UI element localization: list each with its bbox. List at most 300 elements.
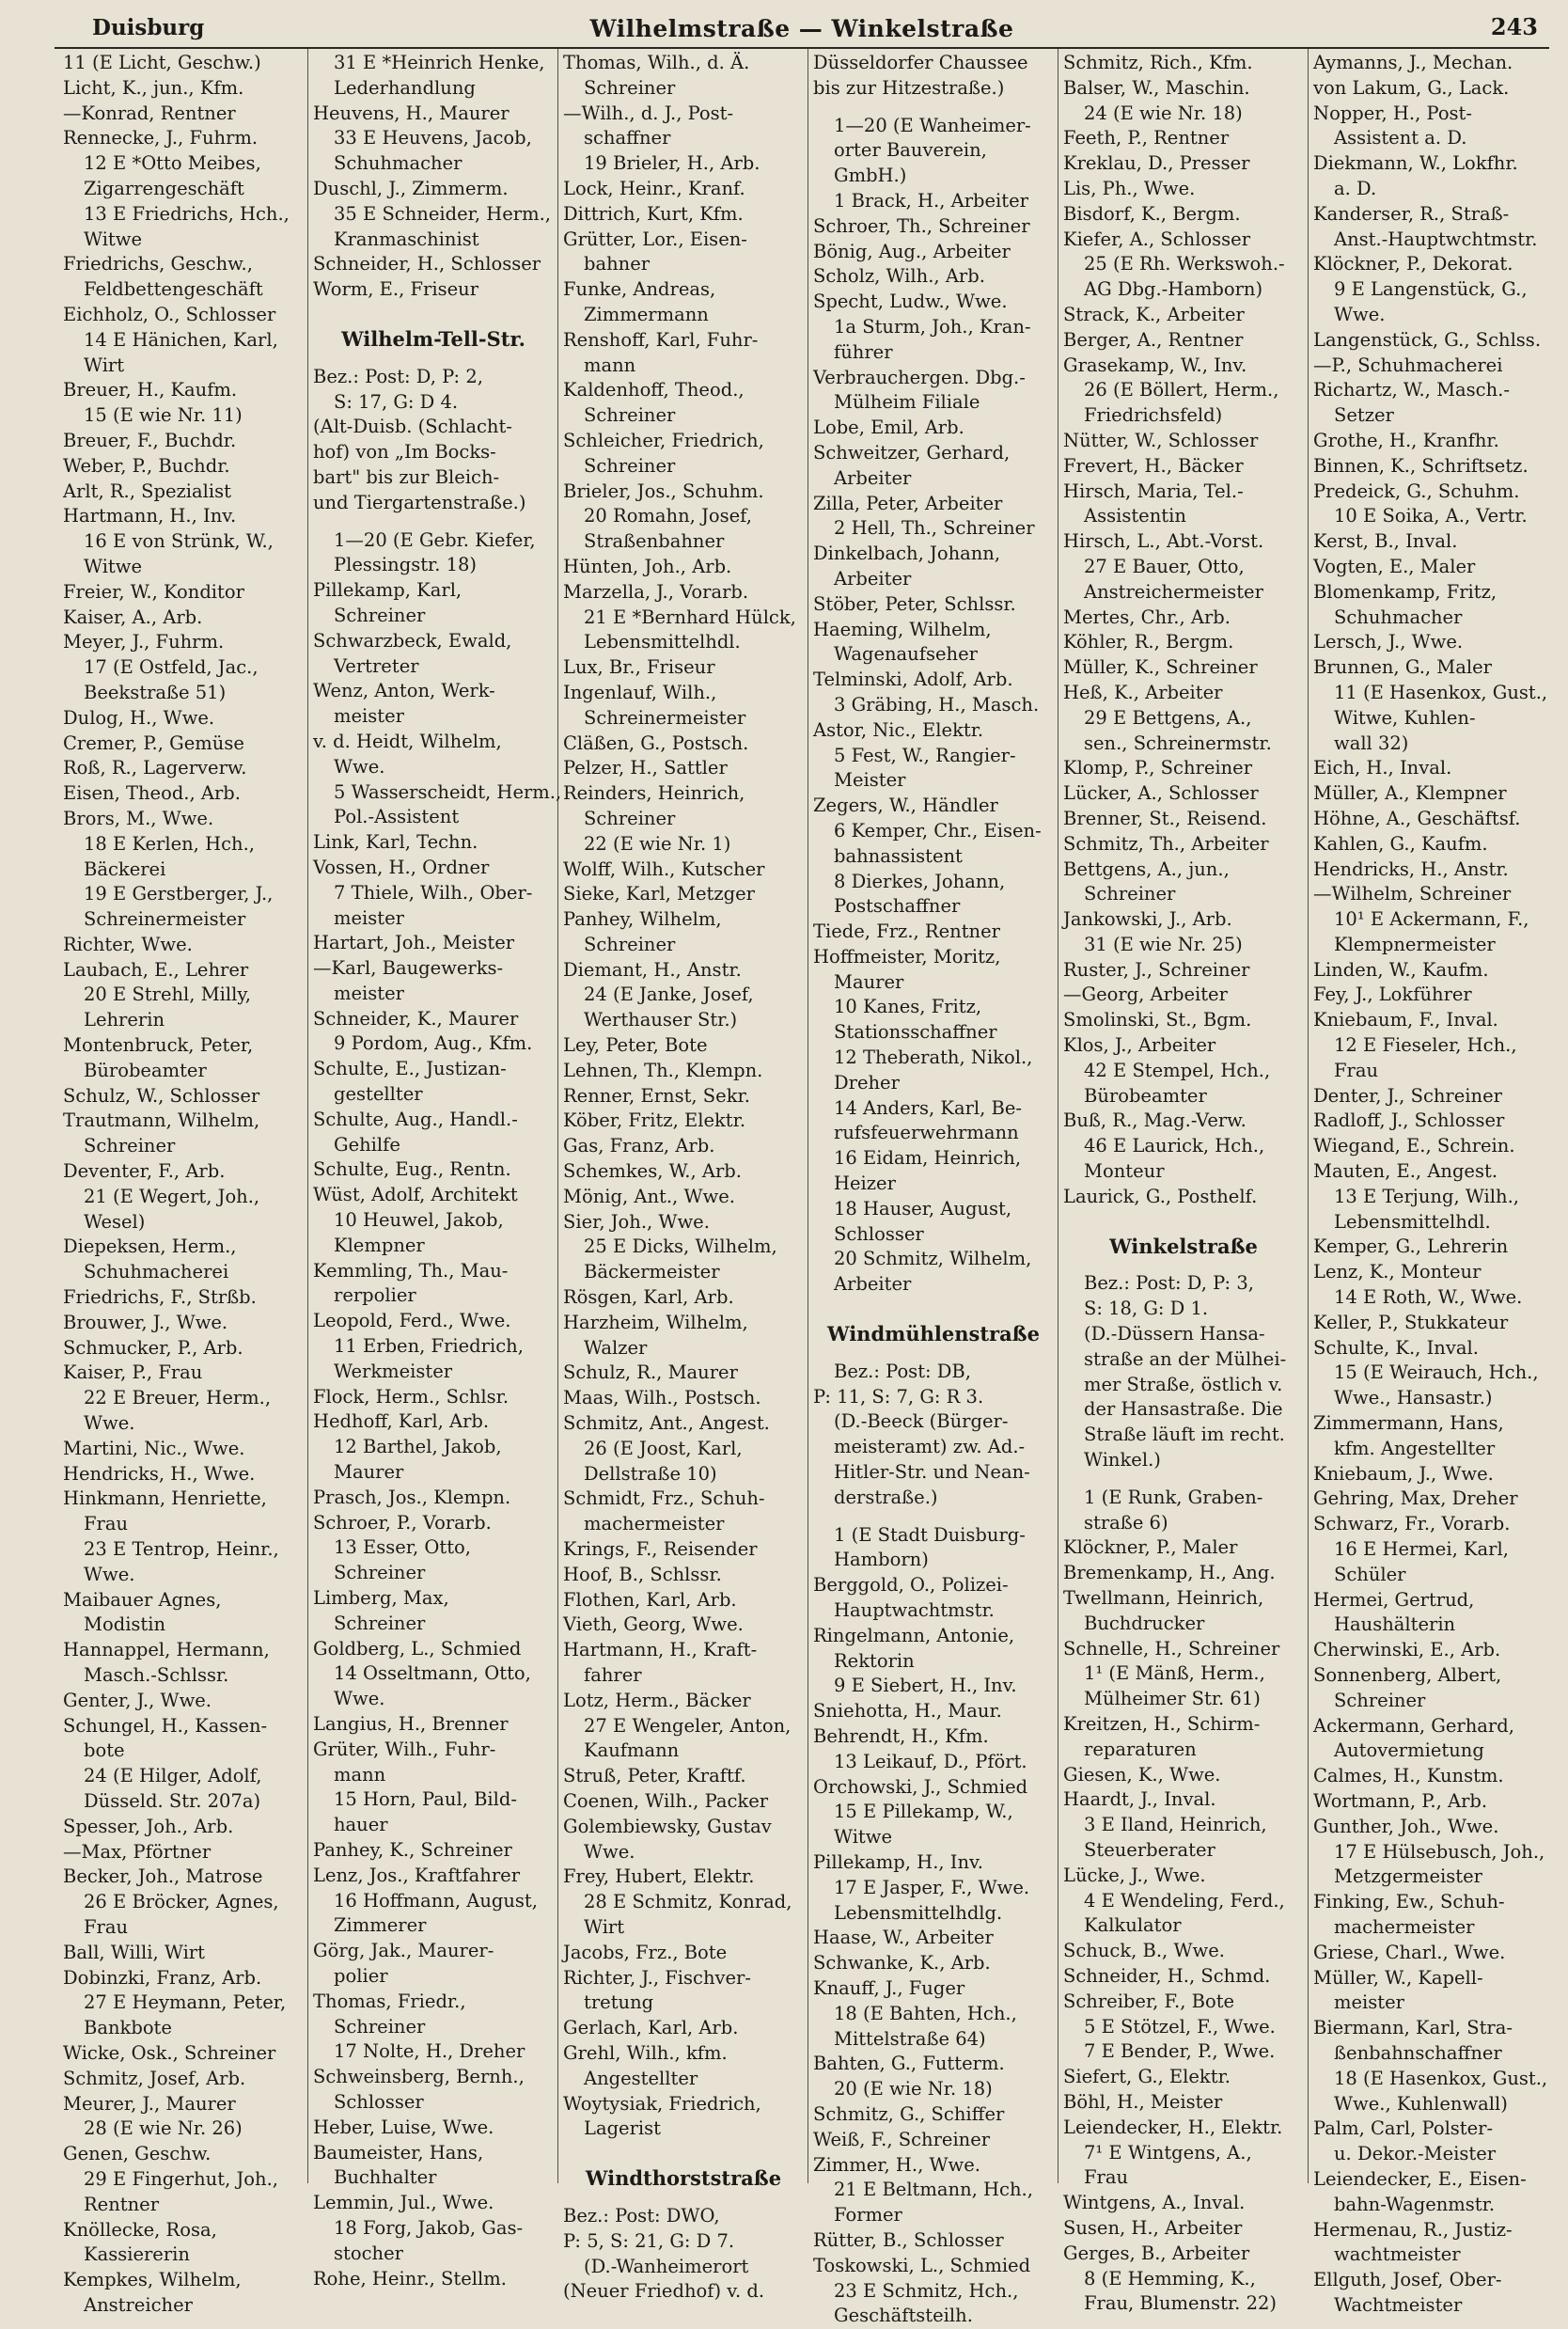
directory-entry-line: 13 E Terjung, Wilh., [1334, 1185, 1519, 1207]
directory-entry-line: Klöckner, P., Maler [1063, 1536, 1238, 1559]
directory-entry-line: Gerges, B., Arbeiter [1063, 2242, 1250, 2264]
directory-entry-line: Bankbote [84, 2017, 172, 2039]
directory-entry-line: Frau [84, 1513, 129, 1535]
directory-entry-line: 1 (E Stadt Duisburg- [834, 1523, 1026, 1546]
directory-entry-line: Schulte, Eug., Rentn. [313, 1158, 511, 1181]
directory-entry-line: Palm, Carl, Polster- [1313, 2117, 1494, 2140]
page-number: 243 [1490, 13, 1538, 40]
directory-entry-line: Zegers, W., Händler [813, 795, 998, 817]
directory-entry-line: —Max, Pförtner [63, 1840, 212, 1863]
directory-entry-line: 16 E von Strünk, W., [84, 530, 274, 553]
directory-entry-line: bahner [584, 253, 651, 275]
page-header [55, 6, 1549, 49]
directory-entry-line: Kanderser, R., Straß- [1313, 202, 1510, 225]
directory-entry-line: Ingenlauf, Wilh., [563, 681, 717, 703]
directory-entry-line: Wwe. [334, 1688, 385, 1710]
directory-entry-line: Reinders, Heinrich, [563, 782, 745, 805]
directory-entry-line: Lock, Heinr., Kranf. [563, 177, 745, 199]
directory-entry-line: Hannappel, Hermann, [63, 1639, 270, 1661]
directory-entry-line: Cremer, P., Gemüse [63, 732, 244, 754]
street-heading: Windthorststraße [585, 2166, 782, 2191]
directory-entry-line: Behrendt, H., Kfm. [813, 1725, 989, 1747]
directory-entry-line: Frevert, H., Bäcker [1063, 454, 1244, 477]
directory-entry-line: Coenen, Wilh., Packer [563, 1789, 769, 1812]
directory-entry-line: 29 E Bettgens, A., [1084, 706, 1252, 729]
directory-entry-line: Griese, Charl., Wwe. [1313, 1941, 1506, 1963]
directory-entry-line: Pillekamp, Karl, [313, 579, 463, 602]
directory-entry-line: 42 E Stempel, Hch., [1084, 1059, 1271, 1081]
directory-entry-line: mann [584, 354, 636, 376]
directory-entry-line: 12 Theberath, Nikol., [834, 1046, 1033, 1069]
directory-entry-line: Diemant, H., Anstr. [563, 958, 742, 981]
directory-entry-line: Lebensmittelhdlg. [834, 1901, 1003, 1924]
directory-entry-line: Fey, J., Lokführer [1313, 984, 1472, 1006]
directory-entry-line: Meurer, J., Maurer [63, 2092, 236, 2115]
directory-entry-line: Hartmann, H., Kraft- [563, 1639, 758, 1661]
directory-entry-line: Brenner, St., Reisend. [1063, 807, 1267, 829]
directory-entry-line: Bremenkamp, H., Ang. [1063, 1562, 1276, 1584]
spacer [563, 2154, 804, 2166]
directory-entry-line: Sonnenberg, Albert, [1313, 1664, 1502, 1686]
directory-entry-line: Schreiner [1084, 883, 1176, 905]
directory-entry-line: Baumeister, Hans, [313, 2141, 484, 2164]
directory-entry-line: Dulog, H., Wwe. [63, 706, 215, 729]
directory-entry-line: Schreiner [334, 1562, 426, 1584]
directory-entry-line: Renshoff, Karl, Fuhr- [563, 328, 759, 351]
directory-entry-line: meister [334, 982, 404, 1004]
directory-entry-line: Anstreicher [84, 2293, 193, 2316]
directory-entry-line: 13 Esser, Otto, [334, 1536, 471, 1559]
directory-entry-line: Setzer [1334, 404, 1394, 427]
directory-entry-line: Pol.-Assistent [334, 806, 460, 828]
directory-entry-line: straße 6) [1084, 1511, 1168, 1534]
directory-entry-line: Roß, R., Lagerverw. [63, 757, 247, 779]
directory-entry-line: 11 (E Hasenkox, Gust., [1334, 681, 1548, 703]
directory-entry-line: Bez.: Post: D, P: 2, [313, 365, 483, 387]
directory-entry-line: Wirt [84, 354, 125, 376]
directory-entry-line: Woytysiak, Friedrich, [563, 2092, 761, 2115]
directory-entry-line: 17 E Jasper, F., Wwe. [834, 1876, 1030, 1898]
directory-entry-line: Schroer, P., Vorarb. [313, 1511, 492, 1534]
directory-entry-line: Haase, W., Arbeiter [813, 1927, 994, 1949]
directory-entry-line: Witwe, Kuhlen- [1334, 706, 1476, 729]
directory-entry-line: Ackermann, Gerhard, [1313, 1714, 1514, 1737]
directory-entry-line: Grehl, Wilh., kfm. [563, 2041, 728, 2064]
directory-entry-line: —Georg, Arbeiter [1063, 984, 1228, 1006]
spacer [813, 1310, 1054, 1322]
directory-entry-line: Buchdrucker [1084, 1612, 1205, 1634]
directory-entry-line: Kemmling, Th., Mau- [313, 1259, 509, 1282]
directory-entry-line: Worm, E., Friseur [313, 278, 479, 301]
directory-entry-line: Frau [1334, 1059, 1379, 1081]
spacer [813, 1347, 1054, 1360]
directory-entry-line: gestellter [334, 1083, 423, 1106]
directory-entry-line: S: 18, G: D 1. [1084, 1298, 1209, 1320]
directory-entry-line: Montenbruck, Peter, [63, 1034, 254, 1057]
directory-entry-line: Rektorin [834, 1649, 915, 1672]
directory-entry-line: Brieler, Jos., Schuhm. [563, 480, 764, 502]
directory-entry-line: 28 E Schmitz, Konrad, [584, 1891, 792, 1913]
directory-entry-line: Schungel, H., Kassen- [63, 1714, 268, 1737]
directory-entry-line: Anst.-Hauptwchtmstr. [1334, 228, 1538, 250]
directory-entry-line: Leiendecker, H., Elektr. [1063, 2116, 1283, 2138]
directory-entry-line: Hermei, Gertrud, [1313, 1588, 1475, 1611]
directory-entry-line: Ellguth, Josef, Ober- [1313, 2269, 1502, 2291]
directory-entry-line: 25 E Dicks, Wilhelm, [584, 1235, 777, 1258]
directory-entry-line: 9 E Siebert, H., Inv. [834, 1675, 1017, 1697]
directory-entry-line: Schneider, K., Maurer [313, 1007, 519, 1030]
directory-entry-line: 18 (E Hasenkox, Gust., [1334, 2067, 1548, 2089]
directory-entry-line: Schlosser [834, 1222, 924, 1245]
directory-entry-line: Heber, Luise, Wwe. [313, 2116, 494, 2138]
directory-entry-line: 19 Brieler, H., Arb. [584, 152, 760, 175]
directory-entry-line: Bäckerei [84, 858, 166, 880]
directory-entry-line: Maibauer Agnes, [63, 1588, 222, 1611]
directory-entry-line: Prasch, Jos., Klempn. [313, 1486, 511, 1508]
directory-entry-line: Gehring, Max, Dreher [1313, 1487, 1518, 1510]
directory-entry-line: (D.-Düssern Hansa- [1084, 1323, 1265, 1345]
directory-entry-line: Binnen, K., Schriftsetz. [1313, 454, 1529, 477]
directory-entry-line: Maurer [834, 970, 904, 993]
directory-entry-line: Hitler-Str. und Nean- [834, 1461, 1030, 1484]
directory-entry-line: 25 (E Rh. Werkswoh.- [1084, 253, 1285, 275]
directory-entry-line: 21 E Beltmann, Hch., [834, 2179, 1033, 2201]
directory-column [1309, 49, 1559, 2316]
directory-entry-line: Flothen, Karl, Arb. [563, 1588, 737, 1611]
directory-entry-line: 22 E Breuer, Herm., [84, 1387, 272, 1409]
directory-entry-line: Müller, W., Kapell- [1313, 1966, 1483, 1989]
directory-entry-line: schaffner [584, 127, 671, 149]
directory-entry-line: Zimmermann [584, 303, 709, 325]
directory-entry-line: Wortmann, P., Arb. [1313, 1789, 1488, 1812]
directory-entry-line: Schemkes, W., Arb. [563, 1160, 742, 1183]
directory-entry-line: 23 E Tentrop, Heinr., [84, 1538, 279, 1561]
directory-entry-line: 1 (E Runk, Graben- [1084, 1486, 1263, 1508]
directory-entry-line: Maurer [334, 1461, 404, 1484]
directory-entry-line: straße an der Mülhei- [1084, 1347, 1287, 1370]
directory-entry-line: Haushälterin [1334, 1613, 1456, 1636]
directory-entry-line: Vertreter [334, 654, 419, 677]
directory-entry-line: bis zur Hitzestraße.) [813, 76, 1005, 99]
directory-entry-line: Siefert, G., Elektr. [1063, 2066, 1231, 2088]
directory-entry-line: Telminski, Adolf, Arb. [813, 669, 1013, 691]
directory-entry-line: Plessingstr. 18) [334, 554, 478, 576]
directory-entry-line: Gas, Franz, Arb. [563, 1135, 715, 1157]
directory-entry-line: Sieke, Karl, Metzger [563, 883, 755, 905]
directory-entry-line: Wwe. [84, 1412, 135, 1435]
directory-entry-line: Keller, P., Stukkateur [1313, 1311, 1509, 1333]
directory-entry-line: Smolinski, St., Bgm. [1063, 1009, 1252, 1031]
directory-entry-line: Schneider, H., Schlosser [313, 253, 541, 275]
directory-entry-line: Kemper, G., Lehrerin [1313, 1235, 1509, 1258]
directory-entry-line: Schmitz, G., Schiffer [813, 2102, 1005, 2125]
directory-entry-line: Lemmin, Jul., Wwe. [313, 2192, 494, 2214]
directory-entry-line: Laurick, G., Posthelf. [1063, 1185, 1258, 1207]
directory-entry-line: Hünten, Joh., Arb. [563, 555, 732, 577]
directory-entry-line: Bez.: Post: DWO, [563, 2204, 720, 2227]
directory-entry-line: orter Bauverein, [834, 139, 987, 162]
directory-entry-line: 13 E Friedrichs, Hch., [84, 202, 290, 225]
directory-entry-line: Pelzer, H., Sattler [563, 757, 728, 779]
directory-entry-line: 14 E Hänichen, Karl, [84, 328, 278, 351]
spacer [313, 315, 554, 327]
directory-entry-line: Bürobeamter [1084, 1084, 1207, 1107]
directory-entry-line: Hendricks, H., Wwe. [63, 1462, 256, 1485]
directory-entry-line: Hendricks, H., Anstr. [1313, 858, 1509, 880]
directory-entry-line: 1a Sturm, Joh., Kran- [834, 315, 1031, 338]
directory-entry-line: Schulte, Aug., Handl.- [313, 1108, 518, 1130]
directory-entry-line: Lehnen, Th., Klempn. [563, 1059, 763, 1081]
directory-column [558, 49, 808, 2303]
directory-entry-line: Berggold, O., Polizei- [813, 1574, 1009, 1597]
directory-entry-line: Hirsch, Maria, Tel.- [1063, 480, 1244, 502]
directory-entry-line: Schreiner [84, 1135, 176, 1157]
directory-entry-line: Feeth, P., Rentner [1063, 127, 1230, 149]
directory-entry-line: Denter, J., Schreiner [1313, 1084, 1502, 1107]
directory-entry-line: 12 E *Otto Meibes, [84, 152, 261, 175]
directory-entry-line: Meister [834, 769, 906, 792]
directory-entry-line: Frau [1084, 2166, 1129, 2189]
directory-entry-line: stocher [334, 2242, 403, 2264]
directory-entry-line: Kiefer, A., Schlosser [1063, 228, 1251, 250]
directory-entry-line: Arbeiter [834, 1273, 912, 1296]
directory-entry-line: Wwe. [584, 1840, 635, 1863]
directory-entry-line: Panhey, Wilhelm, [563, 908, 722, 931]
directory-entry-line: Hauptwachtmstr. [834, 1599, 995, 1622]
directory-entry-line: 16 Hoffmann, August, [334, 1889, 538, 1912]
directory-entry-line: Ball, Willi, Wirt [63, 1941, 205, 1963]
directory-entry-line: Wirt [584, 1915, 625, 1938]
directory-entry-line: Schreiner [584, 807, 676, 829]
directory-entry-line: derstraße.) [834, 1486, 938, 1508]
directory-entry-line: der Hansastraße. Die [1084, 1398, 1283, 1421]
directory-entry-line: Wachtmeister [1334, 2293, 1463, 2316]
directory-entry-line: Schmitz, Ant., Angest. [563, 1412, 770, 1435]
directory-entry-line: Köhler, R., Bergm. [1063, 631, 1234, 653]
directory-entry-line: Weber, P., Buchdr. [63, 454, 230, 477]
directory-column [808, 49, 1058, 2327]
directory-entry-line: Tiede, Frz., Rentner [813, 921, 1000, 943]
directory-entry-line: 26 E Bröcker, Agnes, [84, 1891, 279, 1913]
directory-entry-line: Rennecke, J., Fuhrm. [63, 127, 259, 149]
directory-entry-line: Kalkulator [1084, 1914, 1182, 1937]
directory-entry-line: Monteur [1084, 1160, 1165, 1183]
directory-entry-line: 31 E *Heinrich Henke, [334, 52, 545, 73]
directory-entry-line: Winkel.) [1084, 1449, 1161, 1471]
directory-entry-line: Bettgens, A., jun., [1063, 858, 1230, 880]
directory-entry-line: Predeick, G., Schuhm. [1313, 480, 1520, 502]
directory-entry-line: Wicke, Osk., Schreiner [63, 2041, 276, 2064]
directory-entry-line: Schulz, R., Maurer [563, 1361, 738, 1384]
directory-entry-line: 27 E Wengeler, Anton, [584, 1714, 792, 1737]
directory-entry-line: Zimmermann, Hans, [1313, 1412, 1504, 1435]
directory-entry-line: Weiß, F., Schreiner [813, 2128, 991, 2150]
directory-entry-line: Duschl, J., Zimmerm. [313, 177, 509, 199]
directory-entry-line: Schweitzer, Gerhard, [813, 441, 1011, 464]
directory-entry-line: 35 E Schneider, Herm., [334, 202, 551, 225]
directory-entry-line: von Lakum, G., Lack. [1313, 76, 1510, 99]
directory-entry-line: Hinkmann, Henriette, [63, 1487, 267, 1510]
directory-entry-line: Klöckner, P., Dekorat. [1313, 253, 1513, 275]
directory-entry-line: Kaiser, P., Frau [63, 1361, 203, 1384]
directory-entry-line: Hartmann, H., Inv. [63, 505, 237, 527]
directory-entry-line: Schwarz, Fr., Vorarb. [1313, 1513, 1511, 1535]
directory-entry-line: Schnelle, H., Schreiner [1063, 1637, 1280, 1660]
directory-entry-line: Hoffmeister, Moritz, [813, 945, 1001, 968]
directory-entry-line: Schulz, W., Schlosser [63, 1084, 260, 1107]
directory-entry-line: Frau [84, 1915, 129, 1938]
directory-entry-line: P: 11, S: 7, G: R 3. [813, 1385, 984, 1408]
directory-entry-line: Deventer, F., Arb. [63, 1160, 226, 1183]
directory-entry-line: Lis, Ph., Wwe. [1063, 177, 1196, 199]
directory-entry-line: Schuhmacherei [84, 1261, 229, 1283]
directory-entry-line: Vogten, E., Maler [1313, 555, 1476, 577]
directory-entry-line: Eisen, Theod., Arb. [63, 782, 241, 805]
directory-entry-line: 5 Wasserscheidt, Herm., [334, 780, 562, 803]
directory-entry-line: Bez.: Post: D, P: 3, [1084, 1272, 1254, 1295]
directory-entry-line: Specht, Ludw., Wwe. [813, 291, 1008, 313]
directory-entry-line: machermeister [1334, 1915, 1475, 1938]
directory-entry-line: Gehilfe [334, 1133, 400, 1156]
directory-entry-line: Steuerberater [1084, 1838, 1215, 1861]
directory-entry-line: Haeming, Wilhelm, [813, 618, 992, 640]
directory-entry-line: Walzer [584, 1336, 648, 1359]
directory-entry-line: Schleicher, Friedrich, [563, 429, 764, 451]
directory-entry-line: Schwanke, K., Arb. [813, 1952, 991, 1975]
directory-entry-line: Schuhmacher [1334, 606, 1463, 628]
directory-entry-line: Kempkes, Wilhelm, [63, 2269, 242, 2291]
directory-entry-line: Richter, J., Fischver- [563, 1966, 751, 1989]
directory-entry-line: Assistent a. D. [1334, 127, 1467, 149]
directory-entry-line: Lotz, Herm., Bäcker [563, 1689, 751, 1711]
directory-entry-line: Frey, Hubert, Elektr. [563, 1865, 755, 1888]
directory-entry-line: Lücker, A., Schlosser [1063, 782, 1259, 805]
directory-entry-line: Eichholz, O., Schlosser [63, 303, 276, 325]
directory-entry-line: Lenz, Jos., Kraftfahrer [313, 1864, 521, 1886]
directory-entry-line: und Tiergartenstraße.) [313, 491, 526, 513]
directory-entry-line: Richter, Wwe. [63, 933, 193, 955]
directory-entry-line: (Alt-Duisb. (Schlacht- [313, 416, 512, 438]
directory-entry-line: bote [84, 1739, 125, 1762]
directory-entry-line: Nütter, W., Schlosser [1063, 429, 1259, 451]
directory-entry-line: Zigarrengeschäft [84, 177, 244, 199]
directory-entry-line: —Konrad, Rentner [63, 102, 236, 124]
directory-entry-line: 3 E Iland, Heinrich, [1084, 1814, 1267, 1836]
directory-entry-line: 14 Anders, Karl, Be- [834, 1096, 1023, 1119]
directory-entry-line: Linden, W., Kaufm. [1313, 958, 1489, 981]
directory-entry-line: Bisdorf, K., Bergm. [1063, 202, 1241, 225]
directory-entry-line: Schmitz, Rich., Kfm. [1063, 52, 1253, 73]
directory-entry-line: Schreiner [584, 454, 676, 477]
directory-entry-line: S: 17, G: D 4. [334, 390, 459, 413]
directory-entry-line: Nopper, H., Post- [1313, 102, 1472, 124]
directory-entry-line: (D.-Wanheimerort [584, 2255, 749, 2277]
directory-entry-line: Lebensmittelhdl. [1334, 1210, 1491, 1233]
directory-entry-line: Schmitz, Josef, Arb. [63, 2067, 246, 2089]
directory-entry-line: Bez.: Post: DB, [834, 1360, 971, 1382]
directory-entry-line: Susen, H., Arbeiter [1063, 2216, 1243, 2239]
directory-entry-line: Schmidt, Frz., Schuh- [563, 1487, 765, 1510]
directory-entry-line: 10 E Soika, A., Vertr. [1334, 505, 1528, 527]
directory-entry-line: Lagerist [584, 2117, 661, 2140]
directory-entry-line: Brors, M., Wwe. [63, 807, 214, 829]
spacer [313, 303, 554, 315]
directory-entry-line: Thomas, Wilh., d. Ä. [563, 52, 750, 73]
directory-entry-line: Beekstraße 51) [84, 681, 227, 703]
directory-entry-line: 16 E Hermei, Karl, [1334, 1538, 1509, 1561]
directory-entry-line: 22 (E wie Nr. 1) [584, 832, 731, 855]
directory-entry-line: 17 (E Ostfeld, Jac., [84, 656, 259, 679]
directory-entry-line: polier [334, 1964, 388, 1987]
directory-entry-line: Schulte, E., Justizan- [313, 1058, 507, 1080]
directory-entry-line: Harzheim, Wilhelm, [563, 1311, 748, 1333]
directory-entry-line: Modistin [84, 1613, 166, 1636]
directory-entry-line: Schreinermeister [584, 706, 746, 729]
directory-entry-line: 21 E *Bernhard Hülck, [584, 606, 796, 628]
directory-entry-line: Martini, Nic., Wwe. [63, 1437, 245, 1459]
directory-entry-line: 13 Leikauf, D., Pfört. [834, 1750, 1027, 1772]
street-heading: Windmühlenstraße [826, 1322, 1041, 1346]
directory-entry-line: Dinkelbach, Johann, [813, 543, 1001, 565]
directory-entry-line: Wwe. [1334, 303, 1386, 325]
directory-entry-line: Genter, J., Wwe. [63, 1689, 212, 1711]
directory-entry-line: Thomas, Friedr., [313, 1990, 466, 2012]
directory-entry-line: führer [834, 340, 893, 363]
spacer [563, 2142, 804, 2154]
directory-entry-line: Geschäftsteilh. [834, 2305, 973, 2327]
directory-entry-line: Funke, Andreas, [563, 278, 716, 301]
directory-entry-line: Buchhalter [334, 2166, 437, 2189]
directory-entry-line: Mülheimer Str. 61) [1084, 1688, 1261, 1710]
directory-entry-line: Lebensmittelhdl. [584, 631, 741, 653]
directory-entry-line: Hermenau, R., Justiz- [1313, 2218, 1513, 2241]
directory-entry-line: (Neuer Friedhof) v. d. [563, 2280, 765, 2303]
directory-entry-line: Metzgermeister [1334, 1865, 1482, 1888]
directory-entry-line: 27 E Bauer, Otto, [1084, 555, 1245, 577]
directory-entry-line: Schmitz, Th., Arbeiter [1063, 832, 1269, 855]
directory-entry-line: mann [334, 1763, 386, 1786]
directory-entry-line: machermeister [584, 1513, 725, 1535]
directory-entry-line: Eich, H., Inval. [1313, 757, 1452, 779]
directory-entry-line: 15 Horn, Paul, Bild- [334, 1788, 517, 1811]
directory-entry-line: 26 (E Böllert, Herm., [1084, 379, 1279, 401]
directory-entry-line: Former [834, 2204, 902, 2227]
directory-entry-line: Lederhandlung [334, 76, 476, 99]
directory-entry-line: Knöllecke, Rosa, [63, 2218, 217, 2241]
directory-entry-line: Licht, K., jun., Kfm. [63, 76, 244, 99]
directory-entry-line: Goldberg, L., Schmied [313, 1637, 522, 1660]
directory-entry-line: Lux, Br., Friseur [563, 656, 715, 679]
directory-entry-line: bart" bis zur Bleich- [313, 465, 500, 488]
directory-entry-line: Sniehotta, H., Maur. [813, 1700, 1002, 1723]
directory-entry-line: Diekmann, W., Lokfhr. [1313, 152, 1518, 175]
directory-entry-line: u. Dekor.-Meister [1334, 2143, 1497, 2165]
directory-entry-line: 9 E Langenstück, G., [1334, 278, 1528, 301]
directory-entry-line: 14 E Roth, W., Wwe. [1334, 1286, 1523, 1309]
directory-entry-line: 2 Hell, Th., Schreiner [834, 517, 1035, 540]
directory-entry-line: Brunnen, G., Maler [1313, 656, 1492, 679]
directory-entry-line: Genen, Geschw. [63, 2143, 212, 2165]
directory-entry-line: Witwe [834, 1826, 893, 1849]
directory-entry-line: Friedrichsfeld) [1084, 404, 1223, 427]
directory-entry-line: fahrer [584, 1664, 642, 1686]
directory-entry-line: Gunther, Joh., Wwe. [1313, 1815, 1499, 1837]
spacer [1063, 1222, 1304, 1235]
directory-entry-line: Flock, Herm., Schlsr. [313, 1385, 510, 1408]
directory-entry-line: Kreklau, D., Presser [1063, 152, 1250, 175]
directory-entry-line: Grütter, Lor., Eisen- [563, 228, 747, 250]
directory-entry-line: Hedhoff, Karl, Arb. [313, 1410, 490, 1433]
